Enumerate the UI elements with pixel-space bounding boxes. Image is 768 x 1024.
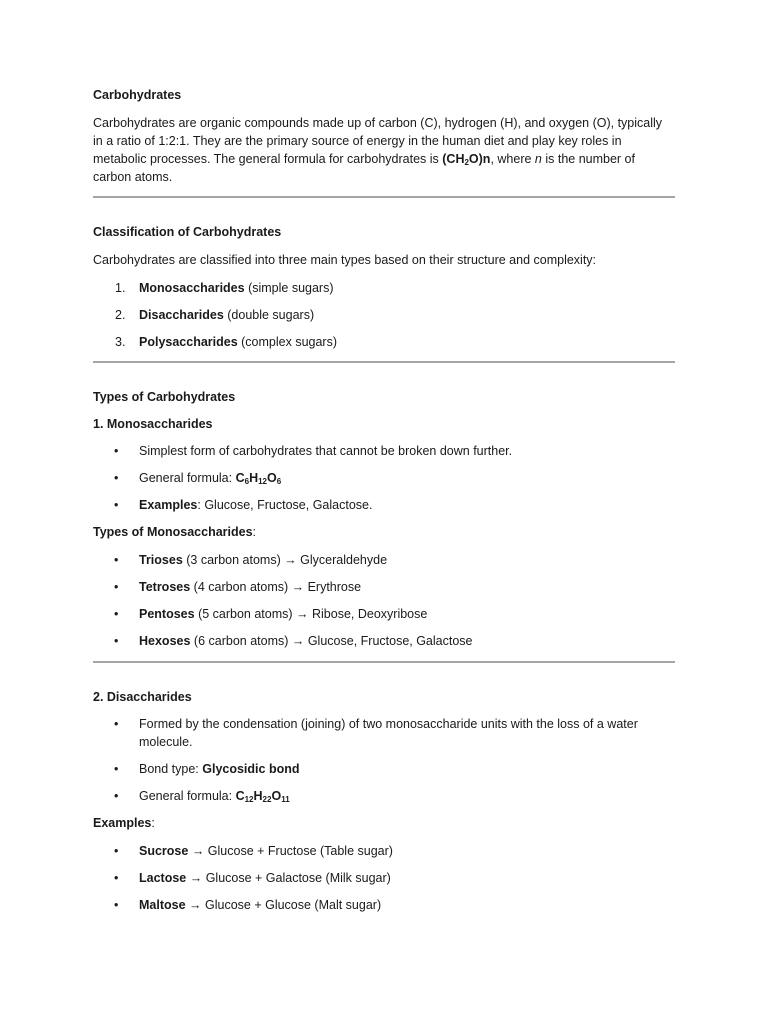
examples-text: : Glucose, Fructose, Galactose. — [197, 498, 373, 512]
list-item-term: Lactose — [139, 871, 187, 885]
formula-o: O — [271, 789, 282, 803]
list-item-desc: (3 carbon atoms) → Glyceraldehyde — [182, 553, 388, 567]
list-item-text: Simplest form of carbohydrates that cannot be broken down further. — [139, 444, 513, 458]
subtypes-colon: : — [252, 525, 257, 539]
bullet: • — [114, 871, 119, 885]
examples-heading — [93, 814, 675, 832]
bullet: • — [114, 498, 119, 512]
list-item — [93, 551, 675, 569]
list-item-desc: (6 carbon atoms) → Glucose, Fructose, Galactose — [190, 634, 473, 648]
intro-text-3: is the number of carbon atoms. — [93, 152, 635, 184]
list-item-desc: → Glucose + Galactose (Milk sugar) — [186, 871, 391, 885]
subsection-title-monosaccharides: 1. Monosaccharides — [93, 417, 213, 431]
list-item-term: Tetroses — [139, 580, 191, 594]
bullet: • — [114, 444, 119, 458]
list-item — [93, 760, 675, 778]
examples-label: Examples — [93, 816, 152, 830]
formula-o: O — [267, 471, 277, 485]
list-item-term: Disaccharides — [139, 308, 224, 322]
subtypes-heading — [93, 523, 675, 541]
formula-o-sub: 6 — [276, 477, 282, 486]
classification-list — [93, 279, 675, 351]
list-item — [93, 279, 675, 297]
formula-h: H — [253, 789, 263, 803]
intro-text-2: , where — [490, 152, 535, 166]
list-item-desc: (simple sugars) — [244, 281, 334, 295]
list-item — [93, 787, 675, 805]
list-item — [93, 715, 675, 751]
formula-h-sub: 22 — [262, 795, 272, 804]
bullet: • — [114, 789, 119, 803]
list-item — [93, 442, 675, 460]
bullet: • — [114, 634, 119, 648]
disaccharide-formula — [236, 789, 290, 803]
list-item-desc: (double sugars) — [223, 308, 315, 322]
variable-n: n — [534, 152, 542, 166]
bullet: • — [114, 844, 119, 858]
list-item — [93, 869, 675, 887]
list-item — [93, 896, 675, 914]
disaccharide-facts — [93, 715, 675, 805]
list-item — [93, 496, 675, 514]
section-title-types: Types of Carbohydrates — [93, 390, 236, 404]
section-divider — [93, 361, 675, 363]
list-number: 2. — [115, 308, 126, 322]
list-item-term: Pentoses — [139, 607, 195, 621]
monosaccharide-facts — [93, 442, 675, 514]
list-item-desc: (5 carbon atoms) → Ribose, Deoxyribose — [194, 607, 428, 621]
list-item — [93, 842, 675, 860]
formula-subscript: 2 — [464, 158, 469, 167]
examples-label: Examples — [139, 498, 198, 512]
intro-paragraph — [93, 114, 675, 186]
classification-intro: Carbohydrates are classified into three main types based on their structure and complexity: — [93, 253, 597, 267]
formula-part-a: (CH — [442, 152, 465, 166]
section-divider — [93, 196, 675, 198]
bullet: • — [114, 762, 119, 776]
list-item-term: Maltose — [139, 898, 186, 912]
intro-text-1: Carbohydrates are organic compounds made up of carbon (C), hydrogen (H), and oxygen (O), typically in a ratio of 1:2:1. They are the primary source of energy in the human diet and play key roles in metabolic processes. The general formula for carbohydrates is — [93, 116, 663, 166]
list-item-term: Polysaccharides — [139, 335, 238, 349]
list-number: 3. — [115, 335, 126, 349]
formula-c: C — [235, 471, 245, 485]
monosaccharide-formula — [236, 471, 282, 485]
list-item-desc: (complex sugars) — [237, 335, 338, 349]
section-title-classification: Classification of Carbohydrates — [93, 225, 282, 239]
section-title-carbohydrates: Carbohydrates — [93, 88, 182, 102]
formula-c-sub: 12 — [244, 795, 254, 804]
formula-h: H — [249, 471, 259, 485]
bullet: • — [114, 717, 119, 731]
list-item-text: Formed by the condensation (joining) of two monosaccharide units with the loss of a water molecule. — [139, 717, 638, 749]
formula-o-sub: 11 — [281, 795, 290, 804]
list-item-desc: (4 carbon atoms) → Erythrose — [190, 580, 362, 594]
formula-c-sub: 6 — [244, 477, 250, 486]
general-formula — [442, 152, 490, 166]
list-item-desc: → Glucose + Glucose (Malt sugar) — [185, 898, 382, 912]
list-item-term: Monosaccharides — [139, 281, 245, 295]
examples-colon: : — [151, 816, 155, 830]
bullet: • — [114, 898, 119, 912]
formula-c: C — [235, 789, 245, 803]
list-item — [93, 306, 675, 324]
formula-part-b: O)n — [468, 152, 491, 166]
bond-value: Glycosidic bond — [202, 762, 300, 776]
section-divider — [93, 661, 675, 663]
list-item-term: Trioses — [139, 553, 183, 567]
formula-h-sub: 12 — [258, 477, 267, 486]
list-item — [93, 578, 675, 596]
list-item — [93, 333, 675, 351]
bullet: • — [114, 580, 119, 594]
list-number: 1. — [115, 281, 126, 295]
bullet: • — [114, 553, 119, 567]
list-item-term: Sucrose — [139, 844, 189, 858]
disaccharide-examples — [93, 842, 675, 914]
monosaccharide-subtypes — [93, 551, 675, 650]
document-body — [93, 86, 675, 914]
subtypes-label: Types of Monosaccharides — [93, 525, 253, 539]
bond-label: Bond type: — [139, 762, 203, 776]
bullet: • — [114, 607, 119, 621]
list-item — [93, 632, 675, 650]
list-item-term: Hexoses — [139, 634, 191, 648]
list-item — [93, 605, 675, 623]
subsection-title-disaccharides: 2. Disaccharides — [93, 690, 192, 704]
bullet: • — [114, 471, 119, 485]
list-item — [93, 469, 675, 487]
list-item-desc: → Glucose + Fructose (Table sugar) — [188, 844, 393, 858]
formula-label: General formula: — [139, 789, 236, 803]
formula-label: General formula: — [139, 471, 236, 485]
